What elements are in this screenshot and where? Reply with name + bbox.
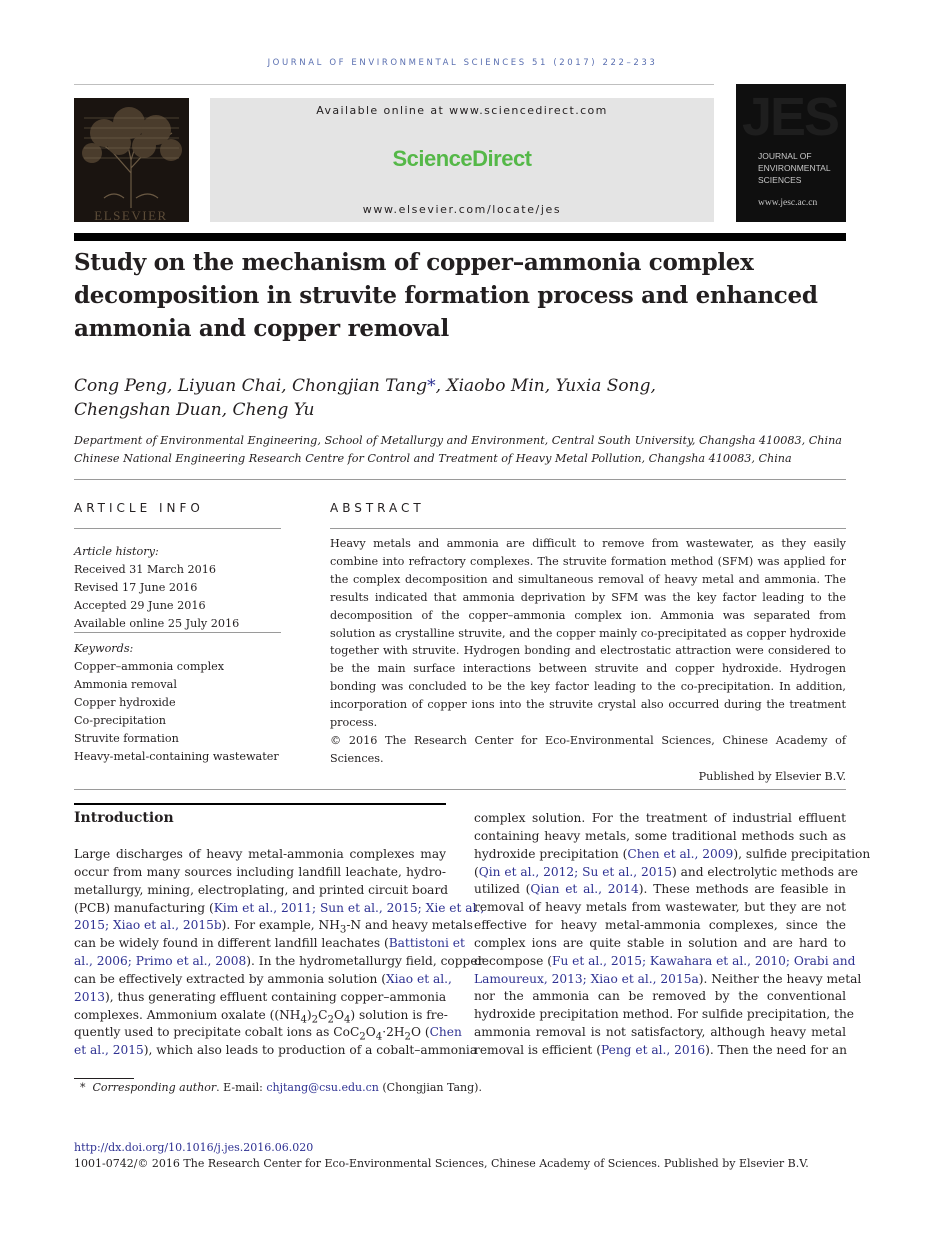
author-email-link[interactable]: chjtang@csu.edu.cn <box>266 1081 379 1094</box>
text-line: containing heavy metals, some traditional methods such as <box>474 828 846 843</box>
abstract <box>330 535 846 786</box>
keyword: Ammonia removal <box>74 678 177 691</box>
text: utilized ( <box>474 882 531 897</box>
text-line <box>74 1024 462 1043</box>
text: ), thus generating effluent containing copper–ammonia <box>105 989 447 1004</box>
text: complexes. Ammonium oxalate ((NH <box>74 1007 301 1022</box>
text-line <box>474 971 862 989</box>
intro-left-column <box>74 846 485 1060</box>
text: hydroxide precipitation ( <box>474 846 628 861</box>
text: can be effectively extracted by ammonia solution ( <box>74 971 386 986</box>
citation-link[interactable]: Xiao et al., <box>385 971 452 986</box>
citation-link[interactable]: Chen et al., 2009 <box>627 846 734 861</box>
footnote-label: Corresponding author <box>92 1081 217 1094</box>
text: removal is efficient ( <box>474 1042 601 1057</box>
text-line <box>474 846 871 864</box>
accepted-date: Accepted 29 June 2016 <box>74 599 206 612</box>
text-line: hydroxide precipitation method. For sulfide precipitation, the <box>474 1007 855 1022</box>
title-divider <box>74 233 846 241</box>
text-line <box>74 971 452 989</box>
citation-link[interactable]: 2013 <box>74 989 106 1004</box>
subscript: 2 <box>327 1014 334 1026</box>
author-list <box>74 374 846 422</box>
text: ). In the hydrometallurgy field, copper <box>246 954 484 969</box>
text: ), which also leads to production of a cobalt–ammonia <box>143 1043 478 1058</box>
affiliation: Chinese National Engineering Research Centre for Control and Treatment of Heavy Metal Pollution, Changsha 410083, China <box>74 452 792 465</box>
keyword: Copper–ammonia complex <box>74 660 225 673</box>
jes-cover-url: www.jesc.ac.cn <box>758 198 818 208</box>
text: ) and electrolytic methods are <box>672 864 859 879</box>
corresponding-author-footnote <box>80 1081 482 1094</box>
jes-cover-title-line: JOURNAL OF <box>758 151 812 161</box>
jes-cover-letters: JES <box>742 87 839 147</box>
subscript: 2 <box>311 1014 319 1026</box>
text: ). For example, NH <box>221 918 340 933</box>
text: -N and heavy metals <box>346 918 473 933</box>
abstract-end-divider <box>74 789 846 790</box>
issn-copyright: 1001-0742/© 2016 The Research Center for Eco-Environmental Sciences, Chinese Academy of Sciences. Published by Elsevier B.V. <box>74 1157 809 1170</box>
text-line: Large discharges of heavy metal-ammonia complexes may <box>74 847 446 861</box>
revised-date: Revised 17 June 2016 <box>74 581 198 594</box>
affiliation: Department of Environmental Engineering, School of Metallurgy and Environment, Central South University, Changsha 410083, China <box>74 434 842 447</box>
text-line: occur from many sources including landfill leachate, hydro- <box>74 864 446 879</box>
corresponding-author-marker[interactable]: * <box>427 376 436 396</box>
introduction-heading: Introduction <box>74 810 174 826</box>
text: C <box>318 1007 328 1022</box>
footnote-name: (Chongjian Tang). <box>378 1081 482 1094</box>
text-line: complex solution. For the treatment of industrial effluent <box>474 811 846 825</box>
citation-link[interactable]: Qin et al., 2012; Su et al., 2015 <box>478 864 673 879</box>
sciencedirect-banner <box>210 98 714 222</box>
introduction-rule <box>74 803 446 805</box>
elsevier-tree-icon <box>74 98 189 222</box>
text: ), sulfide precipitation <box>733 846 871 861</box>
abstract-divider <box>330 528 846 529</box>
text-line: effective for heavy metal-ammonia complexes, since the <box>474 918 846 933</box>
text-line: complex ions are quite stable in solution and are hard to <box>474 935 846 950</box>
text-line <box>74 935 465 953</box>
text-line <box>474 1042 846 1060</box>
citation-link[interactable]: Peng et al., 2016 <box>600 1042 706 1057</box>
text-line <box>74 953 484 971</box>
text: ( <box>474 864 479 879</box>
affiliations <box>74 432 846 468</box>
header-divider <box>74 84 714 85</box>
citation-link[interactable]: Kim et al., 2011; Sun et al., 2015; Xie et al., <box>213 900 485 915</box>
received-date: Received 31 March 2016 <box>74 563 216 576</box>
elsevier-logo <box>74 98 189 222</box>
keyword: Co-precipitation <box>74 714 166 727</box>
keyword: Struvite formation <box>74 732 179 745</box>
text: O ( <box>410 1025 430 1040</box>
citation-link[interactable]: Qian et al., 2014 <box>530 882 639 897</box>
keyword: Copper hydroxide <box>74 696 176 709</box>
text: ). Neither the heavy metal <box>698 971 862 986</box>
subscript: 3 <box>339 924 347 936</box>
text-line <box>74 917 473 936</box>
text: ) <box>306 1007 312 1022</box>
article-info-divider <box>74 528 281 529</box>
abstract-publisher: Published by Elsevier B.V. <box>698 769 846 783</box>
footnote-marker: * <box>80 1081 86 1094</box>
citation-link[interactable]: 2015; Xiao et al., 2015b <box>74 918 222 933</box>
footnote-rule <box>74 1078 134 1079</box>
author-names: Cong Peng, Liyuan Chai, Chongjian Tang <box>74 376 428 396</box>
elsevier-wordmark: ELSEVIER <box>94 208 168 223</box>
intro-right-column <box>474 810 871 1060</box>
keywords-label: Keywords: <box>74 642 134 655</box>
sciencedirect-logo[interactable]: ScienceDirect <box>392 146 532 171</box>
text: quently used to precipitate cobalt ions as CoC <box>74 1025 360 1040</box>
author-names: , Xiaobo Min, Yuxia Song, <box>435 376 656 396</box>
article-title: Study on the mechanism of copper–ammonia complex decomposition in struvite formation process and enhanced ammonia and copper removal <box>74 249 818 342</box>
text-line <box>74 1042 478 1060</box>
article-info-heading: ARTICLE INFO <box>74 501 204 515</box>
citation-link[interactable]: Fu et al., 2015; Kawahara et al., 2010; Orabi and <box>551 953 856 968</box>
text-line <box>74 1007 446 1025</box>
text: ·2H <box>382 1025 405 1040</box>
text-line <box>474 881 846 899</box>
keywords <box>74 640 284 766</box>
text-line: removal of heavy metals from wastewater, but they are not <box>474 900 846 915</box>
text: O <box>365 1025 376 1040</box>
text-line <box>74 989 446 1007</box>
citation-link[interactable]: Chen <box>429 1025 462 1040</box>
text: ) solution is fre- <box>350 1007 448 1022</box>
text: decompose ( <box>474 953 552 968</box>
article-info <box>74 543 284 633</box>
subscript: 2 <box>404 1031 411 1043</box>
citation-link[interactable]: al., 2006; Primo et al., 2008 <box>74 954 247 969</box>
text: ). These methods are feasible in <box>638 882 846 897</box>
abstract-heading: ABSTRACT <box>330 501 425 515</box>
text-line: metallurgy, mining, electroplating, and printed circuit board <box>74 882 449 897</box>
text-line <box>74 900 485 918</box>
text-line <box>474 864 859 882</box>
keywords-divider <box>74 632 281 633</box>
citation-link[interactable]: et al., 2015 <box>74 1043 144 1058</box>
text: (PCB) manufacturing ( <box>74 900 214 915</box>
doi-link[interactable]: http://dx.doi.org/10.1016/j.jes.2016.06.020 <box>74 1141 314 1154</box>
jes-journal-cover <box>736 84 846 222</box>
available-online-text: Available online at www.sciencedirect.com <box>316 104 608 117</box>
journal-locate-url[interactable]: www.elsevier.com/locate/jes <box>362 203 562 216</box>
jes-cover-title-line: ENVIRONMENTAL <box>758 163 831 173</box>
author-line <box>74 374 846 398</box>
subscript: 4 <box>300 1014 307 1026</box>
journal-citation-line: JOURNAL OF ENVIRONMENTAL SCIENCES 51 (2017) 222–233 <box>267 58 658 68</box>
jes-cover-title <box>758 150 831 186</box>
author-line: Chengshan Duan, Cheng Yu <box>74 400 315 420</box>
online-date: Available online 25 July 2016 <box>74 617 240 630</box>
subscript: 2 <box>359 1031 366 1043</box>
history-label: Article history: <box>74 545 159 558</box>
abstract-copyright: © 2016 The Research Center for Eco-Environmental Sciences, Chinese Academy of Sciences. <box>330 733 846 765</box>
text: can be widely found in different landfill leachates ( <box>74 936 389 951</box>
jes-cover-title-line: SCIENCES <box>758 175 802 185</box>
text: O <box>333 1007 344 1022</box>
affiliation-divider <box>74 479 846 480</box>
text-line: nor the ammonia can be removed by the conventional <box>474 989 846 1004</box>
abstract-text: Heavy metals and ammonia are difficult to remove from wastewater, as they easily combine into refractory complexes. The struvite formation method (SFM) was applied for the complex decomposition and simultaneous removal of heavy metal and ammonia. The results indicated that ammonia deprivation by SFM was the key factor leading to the decomposition of the copper–ammonia complex ion. Ammonia was separated from solution as crystalline struvite, and the copper mainly co-precipitated as copper hydroxide together with struvite. Hydrogen bonding and electrostatic attraction were considered to be the main surface interactions between struvite and copper hydroxide. Hydrogen bonding was concluded to be the key factor leading to the co-precipitation. In addition, incorporation of copper ions into the struvite crystal also occurred during the treatment process. <box>330 537 846 730</box>
text-line <box>474 953 856 971</box>
citation-link[interactable]: Battistoni et <box>388 936 465 951</box>
text-line: ammonia removal is not satisfactory, although heavy metal <box>474 1025 846 1040</box>
subscript: 4 <box>343 1014 351 1026</box>
footnote-text: . E-mail: <box>216 1081 267 1094</box>
citation-link[interactable]: Lamoureux, 2013; Xiao et al., 2015a <box>474 971 699 986</box>
keyword: Heavy-metal-containing wastewater <box>74 750 279 763</box>
subscript: 4 <box>375 1031 383 1043</box>
text: ). Then the need for an <box>705 1042 848 1057</box>
